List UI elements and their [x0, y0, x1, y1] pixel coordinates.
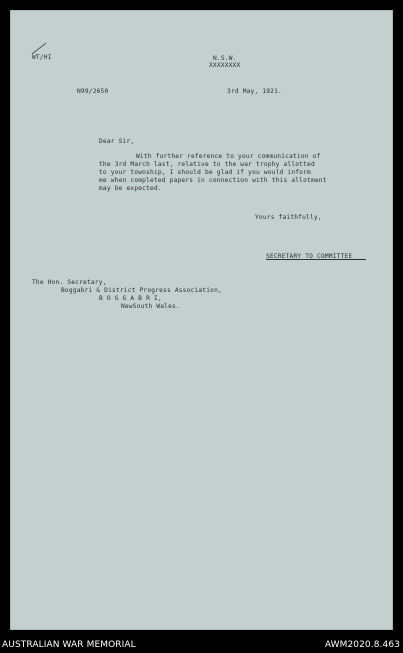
document-page	[10, 10, 393, 630]
body-line: to your township, I should be glad if you would inform	[99, 169, 311, 176]
body-line: the 3rd March last, relative to the war trophy allotted	[99, 161, 315, 168]
address-line: The Hon. Secretary,	[32, 279, 107, 286]
body-line: me when completed papers in connection with this allotment	[99, 177, 327, 184]
letter-date: 3rd May, 1921.	[227, 88, 282, 95]
file-number: N99/2650	[77, 88, 109, 95]
reference-initials: WT/HI	[32, 54, 52, 61]
ink-mark	[32, 43, 47, 55]
closing: Yours faithfully,	[255, 214, 322, 221]
address-line: Boggabri & District Progress Association,	[61, 287, 222, 294]
header-code: N.S.W.	[213, 55, 237, 62]
address-line: NewSouth Wales.	[121, 303, 180, 310]
body-line: may be expected.	[99, 185, 162, 192]
accession-number: AWM2020.8.463	[324, 640, 400, 650]
institution-caption: AUSTRALIAN WAR MEMORIAL	[2, 640, 136, 650]
signature-underline	[266, 259, 366, 260]
salutation: Dear Sir,	[99, 138, 135, 145]
signature-title: SECRETARY TO COMMITTEE	[266, 253, 353, 260]
header-strike: XXXXXXXX	[209, 62, 241, 69]
body-line: With further reference to your communication of	[136, 153, 321, 160]
address-line: B O G G A B R I,	[99, 295, 162, 302]
